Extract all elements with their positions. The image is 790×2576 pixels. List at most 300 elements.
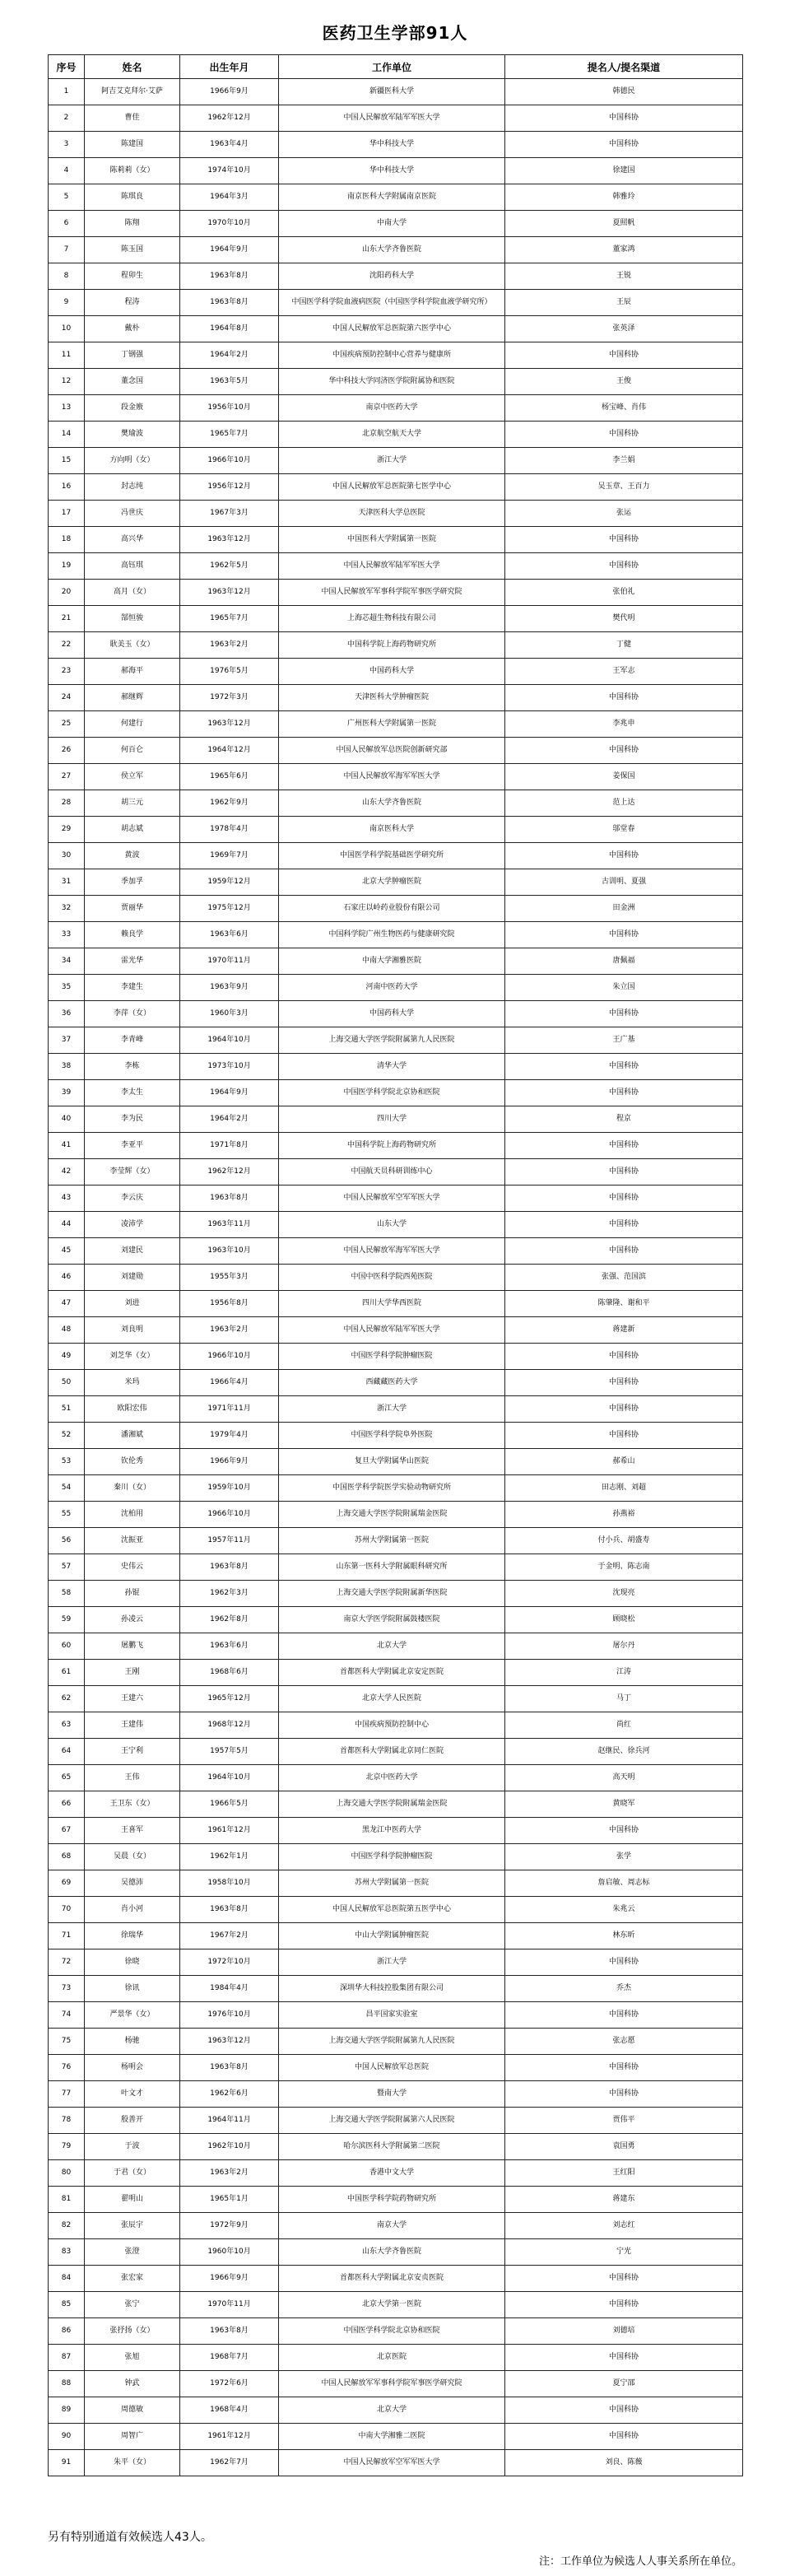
cell-index: 37 [49, 1027, 85, 1054]
table-row [49, 580, 743, 606]
cell-unit: 首都医科大学附属北京安定医院 [279, 1660, 505, 1686]
cell-birth: 1964年9月 [180, 1080, 279, 1106]
cell-nominator: 陈肇隆、谢和平 [505, 1291, 743, 1317]
cell-name: 段金廒 [85, 395, 180, 422]
cell-index: 35 [49, 975, 85, 1001]
cell-birth: 1963年8月 [180, 1554, 279, 1581]
table-row [49, 369, 743, 395]
cell-birth: 1967年3月 [180, 501, 279, 527]
cell-birth: 1965年6月 [180, 764, 279, 790]
cell-name: 张澄 [85, 2239, 180, 2266]
cell-name: 殷善开 [85, 2108, 180, 2134]
cell-unit: 中国药科大学 [279, 659, 505, 685]
cell-unit: 中国人民解放军总医院第七医学中心 [279, 474, 505, 501]
cell-birth: 1968年12月 [180, 1712, 279, 1739]
cell-nominator: 徐建国 [505, 158, 743, 184]
cell-nominator: 张志愿 [505, 2029, 743, 2055]
cell-index: 79 [49, 2134, 85, 2160]
cell-name: 黄波 [85, 843, 180, 869]
table-row [49, 1238, 743, 1265]
cell-unit: 苏州大学附属第一医院 [279, 1870, 505, 1897]
cell-birth: 1964年2月 [180, 342, 279, 369]
cell-name: 钦伦秀 [85, 1449, 180, 1475]
cell-unit: 山东大学 [279, 1212, 505, 1238]
cell-nominator: 中国科协 [505, 1396, 743, 1423]
cell-nominator: 中国科协 [505, 2292, 743, 2318]
cell-index: 44 [49, 1212, 85, 1238]
cell-index: 7 [49, 237, 85, 263]
cell-name: 潘湘斌 [85, 1423, 180, 1449]
cell-name: 王喜军 [85, 1818, 180, 1844]
cell-unit: 首都医科大学附属北京同仁医院 [279, 1739, 505, 1765]
cell-nominator: 中国科协 [505, 1370, 743, 1396]
table-row [49, 817, 743, 843]
cell-name: 丁钢强 [85, 342, 180, 369]
cell-index: 22 [49, 632, 85, 659]
cell-index: 62 [49, 1686, 85, 1712]
cell-unit: 上海交通大学医学院附属第九人民医院 [279, 2029, 505, 2055]
header-name: 姓名 [85, 55, 180, 79]
cell-name: 王建伟 [85, 1712, 180, 1739]
header-birth: 出生年月 [180, 55, 279, 79]
cell-name: 程卯生 [85, 263, 180, 290]
cell-birth: 1968年6月 [180, 1660, 279, 1686]
cell-birth: 1968年7月 [180, 2345, 279, 2371]
cell-birth: 1962年12月 [180, 1159, 279, 1186]
cell-nominator: 蒋建东 [505, 2187, 743, 2213]
cell-unit: 广州医科大学附属第一医院 [279, 711, 505, 738]
cell-name: 李青峰 [85, 1027, 180, 1054]
cell-nominator: 尚红 [505, 1712, 743, 1739]
cell-unit: 四川大学 [279, 1106, 505, 1133]
cell-index: 82 [49, 2213, 85, 2239]
cell-birth: 1962年5月 [180, 553, 279, 580]
cell-unit: 浙江大学 [279, 448, 505, 474]
cell-nominator: 中国科协 [505, 342, 743, 369]
cell-birth: 1963年12月 [180, 580, 279, 606]
cell-index: 78 [49, 2108, 85, 2134]
cell-birth: 1979年4月 [180, 1423, 279, 1449]
table-row [49, 1106, 743, 1133]
cell-birth: 1971年11月 [180, 1396, 279, 1423]
cell-name: 刘良明 [85, 1317, 180, 1344]
table-row [49, 1186, 743, 1212]
cell-name: 胡志斌 [85, 817, 180, 843]
cell-nominator: 中国科协 [505, 738, 743, 764]
cell-name: 李莹辉（女） [85, 1159, 180, 1186]
cell-unit: 中国医学科学院医学实验动物研究所 [279, 1475, 505, 1502]
cell-birth: 1964年10月 [180, 1765, 279, 1791]
cell-name: 陈翔 [85, 211, 180, 237]
cell-name: 徐晓 [85, 1949, 180, 1976]
cell-unit: 哈尔滨医科大学附属第二医院 [279, 2134, 505, 2160]
cell-index: 40 [49, 1106, 85, 1133]
cell-name: 肖小河 [85, 1897, 180, 1923]
cell-name: 屠鹏飞 [85, 1633, 180, 1660]
cell-name: 陈莉莉（女） [85, 158, 180, 184]
cell-nominator: 田金洲 [505, 896, 743, 922]
cell-birth: 1963年6月 [180, 922, 279, 948]
cell-unit: 山东第一医科大学附属眼科研究所 [279, 1554, 505, 1581]
table-row [49, 1396, 743, 1423]
cell-nominator: 中国科协 [505, 132, 743, 158]
table-row [49, 1054, 743, 1080]
table-header [49, 55, 743, 79]
cell-birth: 1956年8月 [180, 1291, 279, 1317]
cell-index: 88 [49, 2371, 85, 2397]
cell-index: 1 [49, 79, 85, 105]
table-row [49, 790, 743, 817]
table-row [49, 1818, 743, 1844]
cell-birth: 1966年10月 [180, 1502, 279, 1528]
cell-index: 67 [49, 1818, 85, 1844]
table-row [49, 2450, 743, 2476]
cell-birth: 1964年2月 [180, 1106, 279, 1133]
cell-unit: 中国人民解放军陆军军医大学 [279, 1317, 505, 1344]
cell-birth: 1963年8月 [180, 2055, 279, 2081]
cell-name: 耿美玉（女） [85, 632, 180, 659]
table-row [49, 2213, 743, 2239]
table-row [49, 1791, 743, 1818]
cell-name: 杨明会 [85, 2055, 180, 2081]
cell-nominator: 于金明、陈志南 [505, 1554, 743, 1581]
cell-nominator: 中国科协 [505, 105, 743, 132]
cell-nominator: 刘德培 [505, 2318, 743, 2345]
candidate-table [48, 54, 743, 2476]
table-row [49, 1554, 743, 1581]
cell-nominator: 郝希山 [505, 1449, 743, 1475]
cell-index: 74 [49, 2002, 85, 2029]
cell-nominator: 张伯礼 [505, 580, 743, 606]
cell-birth: 1964年12月 [180, 738, 279, 764]
cell-unit: 北京大学 [279, 1633, 505, 1660]
cell-index: 19 [49, 553, 85, 580]
cell-unit: 中国疾病预防控制中心 [279, 1712, 505, 1739]
cell-unit: 苏州大学附属第一医院 [279, 1528, 505, 1554]
cell-nominator: 中国科协 [505, 843, 743, 869]
cell-index: 63 [49, 1712, 85, 1739]
cell-nominator: 古训明、夏强 [505, 869, 743, 896]
table-row [49, 290, 743, 316]
cell-unit: 北京大学第一医院 [279, 2292, 505, 2318]
cell-nominator: 王广基 [505, 1027, 743, 1054]
cell-unit: 中国医学科学院基础医学研究所 [279, 843, 505, 869]
cell-unit: 南京医科大学 [279, 817, 505, 843]
cell-name: 于波 [85, 2134, 180, 2160]
cell-birth: 1962年3月 [180, 1581, 279, 1607]
cell-unit: 南京中医药大学 [279, 395, 505, 422]
table-row [49, 316, 743, 342]
cell-name: 郜恒骏 [85, 606, 180, 632]
cell-birth: 1972年6月 [180, 2371, 279, 2397]
cell-index: 58 [49, 1581, 85, 1607]
cell-nominator: 刘志红 [505, 2213, 743, 2239]
table-row [49, 2134, 743, 2160]
cell-birth: 1970年11月 [180, 948, 279, 975]
cell-nominator: 林东昕 [505, 1923, 743, 1949]
cell-name: 徐瑞华 [85, 1923, 180, 1949]
cell-birth: 1968年4月 [180, 2397, 279, 2424]
cell-name: 程涛 [85, 290, 180, 316]
cell-birth: 1955年3月 [180, 1265, 279, 1291]
table-row [49, 474, 743, 501]
cell-birth: 1962年9月 [180, 790, 279, 817]
cell-unit: 深圳华大科技控股集团有限公司 [279, 1976, 505, 2002]
cell-nominator: 贾伟平 [505, 2108, 743, 2134]
cell-birth: 1969年7月 [180, 843, 279, 869]
cell-unit: 中国人民解放军总医院第五医学中心 [279, 1897, 505, 1923]
cell-index: 18 [49, 527, 85, 553]
cell-index: 57 [49, 1554, 85, 1581]
cell-index: 24 [49, 685, 85, 711]
cell-unit: 中国医学科学院北京协和医院 [279, 2318, 505, 2345]
cell-index: 49 [49, 1344, 85, 1370]
cell-unit: 浙江大学 [279, 1949, 505, 1976]
cell-nominator: 夏宁邵 [505, 2371, 743, 2397]
cell-birth: 1972年10月 [180, 1949, 279, 1976]
table-row [49, 1370, 743, 1396]
cell-birth: 1963年2月 [180, 1317, 279, 1344]
cell-index: 23 [49, 659, 85, 685]
table-row [49, 2371, 743, 2397]
cell-unit: 中国医学科学院阜外医院 [279, 1423, 505, 1449]
cell-index: 17 [49, 501, 85, 527]
cell-index: 32 [49, 896, 85, 922]
cell-nominator: 中国科协 [505, 1159, 743, 1186]
table-row [49, 1159, 743, 1186]
cell-name: 米玛 [85, 1370, 180, 1396]
cell-nominator: 王辰 [505, 290, 743, 316]
cell-name: 陈建国 [85, 132, 180, 158]
cell-nominator: 董家鸿 [505, 237, 743, 263]
cell-name: 张旭 [85, 2345, 180, 2371]
cell-index: 60 [49, 1633, 85, 1660]
cell-birth: 1961年12月 [180, 1818, 279, 1844]
cell-unit: 中国医科大学附属第一医院 [279, 527, 505, 553]
cell-name: 胡三元 [85, 790, 180, 817]
table-row [49, 1607, 743, 1633]
cell-unit: 中国人民解放军海军军医大学 [279, 1238, 505, 1265]
footnote: 注：工作单位为候选人人事关系所在单位。 [538, 2555, 742, 2568]
cell-name: 欧阳宏伟 [85, 1396, 180, 1423]
cell-birth: 1972年3月 [180, 685, 279, 711]
cell-birth: 1966年10月 [180, 1344, 279, 1370]
cell-birth: 1962年12月 [180, 105, 279, 132]
cell-index: 15 [49, 448, 85, 474]
cell-nominator: 中国科协 [505, 1133, 743, 1159]
cell-nominator: 袁国勇 [505, 2134, 743, 2160]
cell-unit: 上海交通大学医学院附属新华医院 [279, 1581, 505, 1607]
cell-birth: 1963年11月 [180, 1212, 279, 1238]
cell-birth: 1963年10月 [180, 1238, 279, 1265]
cell-name: 方向明（女） [85, 448, 180, 474]
cell-unit: 北京中医药大学 [279, 1765, 505, 1791]
cell-birth: 1962年1月 [180, 1844, 279, 1870]
table-row [49, 2108, 743, 2134]
cell-index: 72 [49, 1949, 85, 1976]
table-row [49, 685, 743, 711]
cell-name: 朱平（女） [85, 2450, 180, 2476]
cell-index: 41 [49, 1133, 85, 1159]
cell-name: 季加孚 [85, 869, 180, 896]
cell-index: 13 [49, 395, 85, 422]
cell-unit: 中国医学科学院药物研究所 [279, 2187, 505, 2213]
cell-index: 39 [49, 1080, 85, 1106]
cell-index: 14 [49, 422, 85, 448]
cell-unit: 天津医科大学总医院 [279, 501, 505, 527]
cell-birth: 1964年9月 [180, 237, 279, 263]
cell-name: 李萍（女） [85, 1001, 180, 1027]
cell-name: 李亚平 [85, 1133, 180, 1159]
cell-nominator: 中国科协 [505, 1949, 743, 1976]
cell-name: 侯立军 [85, 764, 180, 790]
cell-nominator: 赵继民、徐兵河 [505, 1739, 743, 1765]
cell-index: 2 [49, 105, 85, 132]
cell-name: 何百仑 [85, 738, 180, 764]
table-row [49, 1423, 743, 1449]
cell-birth: 1972年9月 [180, 2213, 279, 2239]
table-row [49, 711, 743, 738]
table-row [49, 1897, 743, 1923]
cell-birth: 1966年10月 [180, 448, 279, 474]
cell-name: 王宁利 [85, 1739, 180, 1765]
cell-unit: 香港中文大学 [279, 2160, 505, 2187]
cell-unit: 中国中医科学院西苑医院 [279, 1265, 505, 1291]
cell-name: 沈振亚 [85, 1528, 180, 1554]
cell-name: 刘芝华（女） [85, 1344, 180, 1370]
cell-index: 52 [49, 1423, 85, 1449]
cell-birth: 1963年12月 [180, 711, 279, 738]
table-row [49, 764, 743, 790]
cell-birth: 1962年7月 [180, 2450, 279, 2476]
table-row [49, 1027, 743, 1054]
table-row [49, 1317, 743, 1344]
cell-birth: 1963年12月 [180, 527, 279, 553]
cell-nominator: 蒋建新 [505, 1317, 743, 1344]
cell-index: 87 [49, 2345, 85, 2371]
cell-nominator: 吴玉章、王百力 [505, 474, 743, 501]
cell-birth: 1963年8月 [180, 1897, 279, 1923]
table-row [49, 211, 743, 237]
cell-birth: 1959年10月 [180, 1475, 279, 1502]
cell-name: 孙凌云 [85, 1607, 180, 1633]
cell-nominator: 中国科协 [505, 1212, 743, 1238]
table-body [49, 79, 743, 2476]
cell-unit: 中南大学湘雅医院 [279, 948, 505, 975]
cell-index: 9 [49, 290, 85, 316]
cell-index: 21 [49, 606, 85, 632]
cell-nominator: 中国科协 [505, 2055, 743, 2081]
table-row [49, 1844, 743, 1870]
cell-unit: 新疆医科大学 [279, 79, 505, 105]
table-row [49, 2292, 743, 2318]
cell-unit: 中国人民解放军总医院第六医学中心 [279, 316, 505, 342]
cell-nominator: 中国科协 [505, 1423, 743, 1449]
table-row [49, 237, 743, 263]
cell-birth: 1965年7月 [180, 606, 279, 632]
cell-birth: 1961年12月 [180, 2424, 279, 2450]
cell-name: 叶文才 [85, 2081, 180, 2108]
cell-unit: 清华大学 [279, 1054, 505, 1080]
cell-nominator: 中国科协 [505, 2397, 743, 2424]
table-row [49, 1765, 743, 1791]
table-row [49, 1739, 743, 1765]
cell-name: 董念国 [85, 369, 180, 395]
cell-unit: 华中科技大学 [279, 132, 505, 158]
cell-nominator: 王红阳 [505, 2160, 743, 2187]
table-row [49, 896, 743, 922]
cell-index: 4 [49, 158, 85, 184]
table-row [49, 342, 743, 369]
cell-birth: 1963年6月 [180, 1633, 279, 1660]
cell-nominator: 中国科协 [505, 527, 743, 553]
cell-index: 38 [49, 1054, 85, 1080]
cell-index: 68 [49, 1844, 85, 1870]
cell-nominator: 樊代明 [505, 606, 743, 632]
cell-index: 11 [49, 342, 85, 369]
table-row [49, 2318, 743, 2345]
cell-birth: 1959年12月 [180, 869, 279, 896]
cell-unit: 中国疾病预防控制中心营养与健康所 [279, 342, 505, 369]
cell-index: 5 [49, 184, 85, 211]
cell-nominator: 中国科协 [505, 685, 743, 711]
cell-index: 30 [49, 843, 85, 869]
cell-birth: 1962年6月 [180, 2081, 279, 2108]
cell-index: 34 [49, 948, 85, 975]
cell-unit: 中国药科大学 [279, 1001, 505, 1027]
page-title: 医药卫生学部91人 [322, 23, 468, 43]
cell-unit: 北京大学人民医院 [279, 1686, 505, 1712]
cell-nominator: 孙燕裕 [505, 1502, 743, 1528]
table-row [49, 263, 743, 290]
table-row [49, 869, 743, 896]
cell-index: 85 [49, 2292, 85, 2318]
cell-unit: 暨南大学 [279, 2081, 505, 2108]
cell-nominator: 李兰娟 [505, 448, 743, 474]
cell-name: 钟武 [85, 2371, 180, 2397]
cell-name: 史伟云 [85, 1554, 180, 1581]
cell-nominator: 王俊 [505, 369, 743, 395]
cell-unit: 石家庄以岭药业股份有限公司 [279, 896, 505, 922]
cell-name: 贾丽华 [85, 896, 180, 922]
cell-unit: 中国航天员科研训练中心 [279, 1159, 505, 1186]
cell-name: 吴晨（女） [85, 1844, 180, 1870]
cell-unit: 上海交通大学医学院附属瑞金医院 [279, 1791, 505, 1818]
cell-index: 31 [49, 869, 85, 896]
table-row [49, 2002, 743, 2029]
cell-birth: 1956年10月 [180, 395, 279, 422]
table-row [49, 1870, 743, 1897]
cell-birth: 1966年4月 [180, 1370, 279, 1396]
table-row [49, 2160, 743, 2187]
cell-nominator: 乔杰 [505, 1976, 743, 2002]
table-row [49, 922, 743, 948]
cell-nominator: 中国科协 [505, 1001, 743, 1027]
cell-index: 61 [49, 1660, 85, 1686]
table-row [49, 1475, 743, 1502]
cell-nominator: 江涛 [505, 1660, 743, 1686]
cell-nominator: 屠尔丹 [505, 1633, 743, 1660]
cell-nominator: 中国科协 [505, 1186, 743, 1212]
cell-nominator: 中国科协 [505, 1344, 743, 1370]
cell-nominator: 姜保国 [505, 764, 743, 790]
cell-index: 3 [49, 132, 85, 158]
cell-nominator: 中国科协 [505, 1080, 743, 1106]
cell-nominator: 丁健 [505, 632, 743, 659]
cell-unit: 中山大学附属肿瘤医院 [279, 1923, 505, 1949]
cell-index: 6 [49, 211, 85, 237]
cell-index: 46 [49, 1265, 85, 1291]
